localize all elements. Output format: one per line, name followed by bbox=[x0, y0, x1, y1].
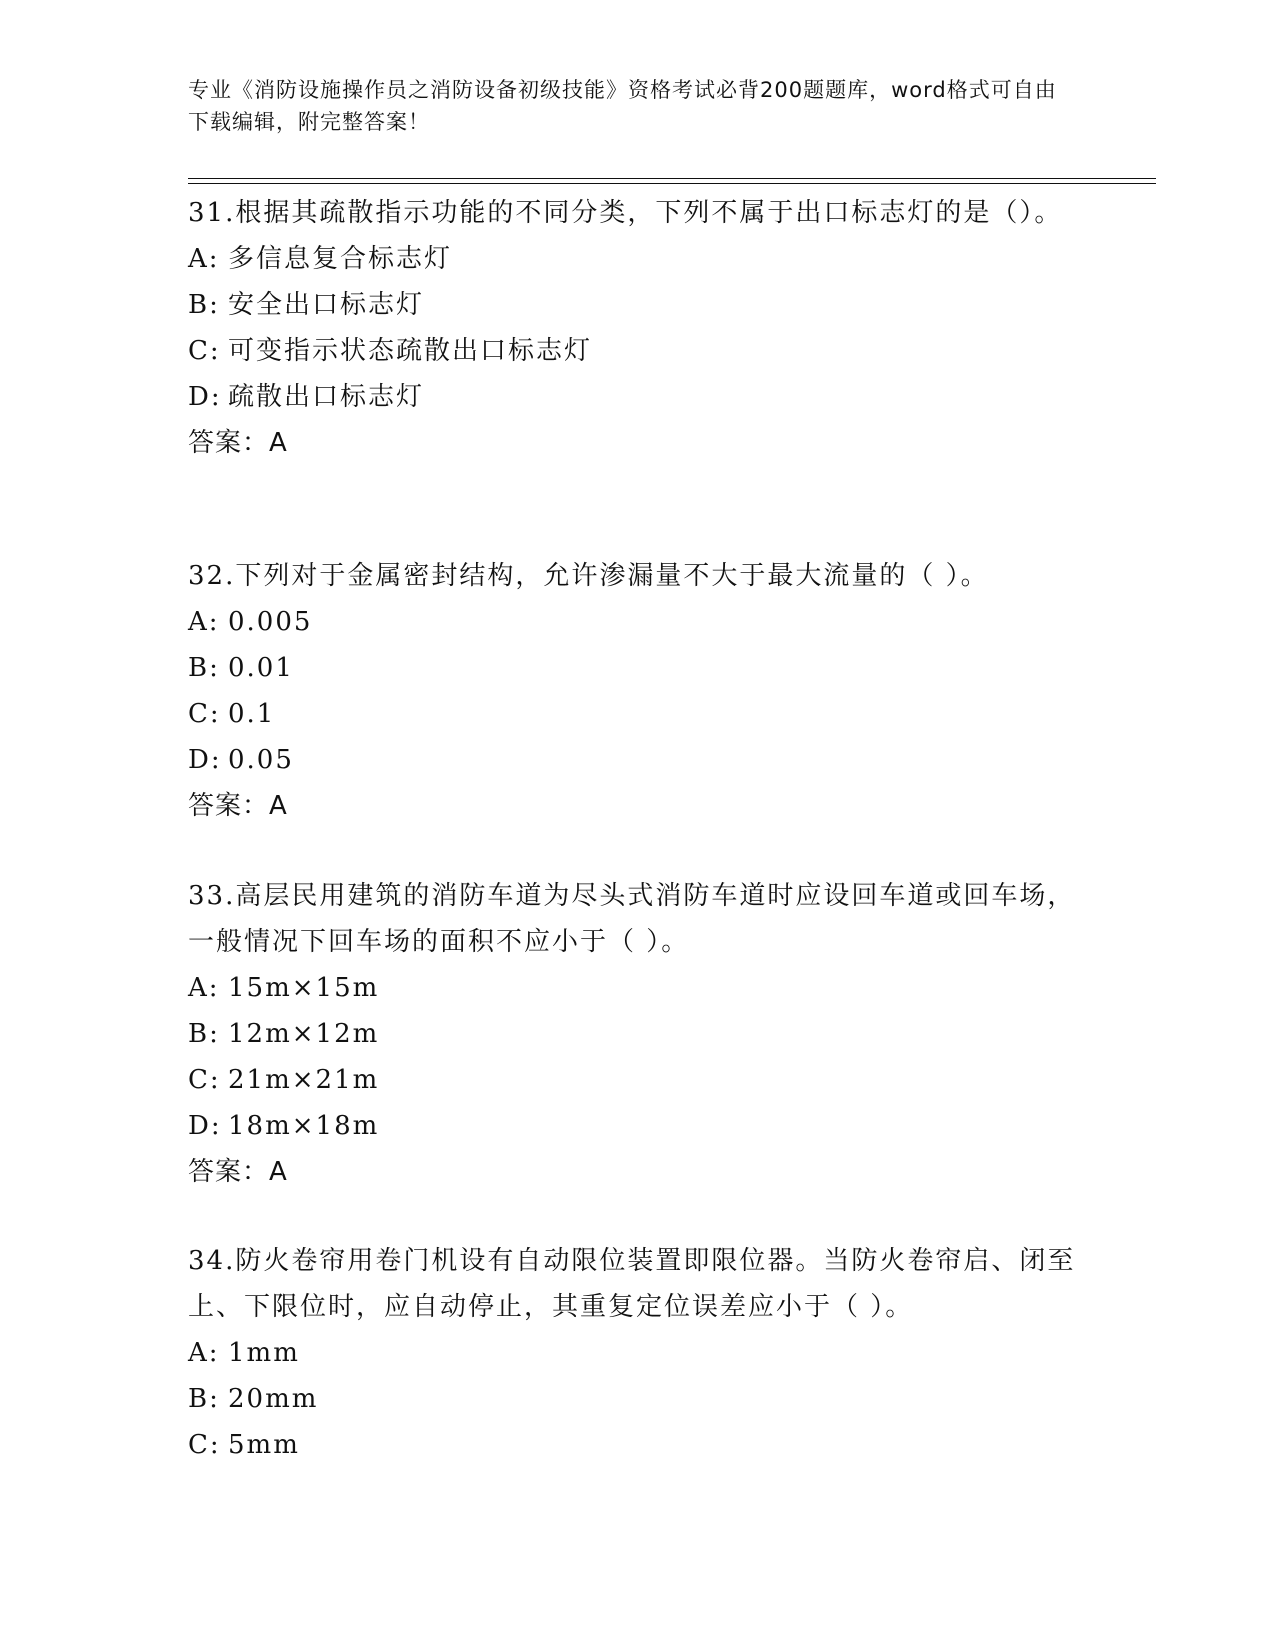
option-key: D: bbox=[188, 382, 222, 412]
option-key: A: bbox=[188, 607, 220, 637]
option-c bbox=[188, 1422, 1088, 1468]
option-text: 0.01 bbox=[228, 653, 294, 683]
question-stem: 33.高层民用建筑的消防车道为尽头式消防车道时应设回车道或回车场，一般情况下回车场的面积不应小于（ ）。 bbox=[188, 881, 1076, 957]
option-key: A: bbox=[188, 244, 220, 274]
option-b bbox=[188, 645, 1088, 691]
option-text: 疏散出口标志灯 bbox=[228, 382, 425, 412]
question-34 bbox=[188, 1238, 1088, 1468]
option-text: 15m×15m bbox=[228, 973, 380, 1003]
question-stem: 34.防火卷帘用卷门机设有自动限位装置即限位器。当防火卷帘启、闭至上、下限位时，应自动停止，其重复定位误差应小于（ ）。 bbox=[188, 1246, 1076, 1322]
option-text: 12m×12m bbox=[228, 1019, 380, 1049]
document-header: 专业《消防设施操作员之消防设备初级技能》资格考试必背200题题库，word格式可自由下载编辑，附完整答案！ bbox=[188, 78, 1057, 134]
option-text: 安全出口标志灯 bbox=[228, 290, 425, 320]
option-d bbox=[188, 737, 1088, 783]
option-a bbox=[188, 599, 1088, 645]
option-c bbox=[188, 691, 1088, 737]
option-c bbox=[188, 328, 1088, 374]
header-divider-top bbox=[188, 178, 1156, 179]
option-b bbox=[188, 1011, 1088, 1057]
option-text: 18m×18m bbox=[228, 1111, 380, 1141]
option-d bbox=[188, 374, 1088, 420]
answer-line: 答案：A bbox=[188, 428, 288, 458]
option-key: D: bbox=[188, 745, 222, 775]
option-key: B: bbox=[188, 1019, 220, 1049]
option-key: B: bbox=[188, 290, 220, 320]
question-31 bbox=[188, 190, 1088, 466]
question-33 bbox=[188, 873, 1088, 1195]
option-key: B: bbox=[188, 1384, 220, 1414]
option-key: C: bbox=[188, 336, 221, 366]
option-text: 1mm bbox=[228, 1338, 300, 1368]
option-text: 20mm bbox=[228, 1384, 319, 1414]
option-text: 21m×21m bbox=[228, 1065, 380, 1095]
answer-line: 答案：A bbox=[188, 791, 288, 821]
option-a bbox=[188, 236, 1088, 282]
question-stem: 31.根据其疏散指示功能的不同分类，下列不属于出口标志灯的是（）。 bbox=[188, 198, 1063, 228]
option-key: D: bbox=[188, 1111, 222, 1141]
option-text: 0.1 bbox=[228, 699, 276, 729]
question-32 bbox=[188, 553, 1088, 829]
option-c bbox=[188, 1057, 1088, 1103]
option-key: C: bbox=[188, 1430, 221, 1460]
option-a bbox=[188, 1330, 1088, 1376]
option-text: 多信息复合标志灯 bbox=[228, 244, 453, 274]
answer-line: 答案：A bbox=[188, 1157, 288, 1187]
option-key: C: bbox=[188, 1065, 221, 1095]
option-key: A: bbox=[188, 973, 220, 1003]
question-stem: 32.下列对于金属密封结构，允许渗漏量不大于最大流量的（ ）。 bbox=[188, 561, 989, 591]
option-a bbox=[188, 965, 1088, 1011]
option-key: A: bbox=[188, 1338, 220, 1368]
header-divider-bottom bbox=[188, 183, 1156, 184]
option-d bbox=[188, 1103, 1088, 1149]
option-text: 可变指示状态疏散出口标志灯 bbox=[228, 336, 593, 366]
option-b bbox=[188, 282, 1088, 328]
option-text: 0.05 bbox=[228, 745, 294, 775]
option-key: B: bbox=[188, 653, 220, 683]
option-key: C: bbox=[188, 699, 221, 729]
option-text: 5mm bbox=[228, 1430, 300, 1460]
option-b bbox=[188, 1376, 1088, 1422]
option-text: 0.005 bbox=[228, 607, 313, 637]
